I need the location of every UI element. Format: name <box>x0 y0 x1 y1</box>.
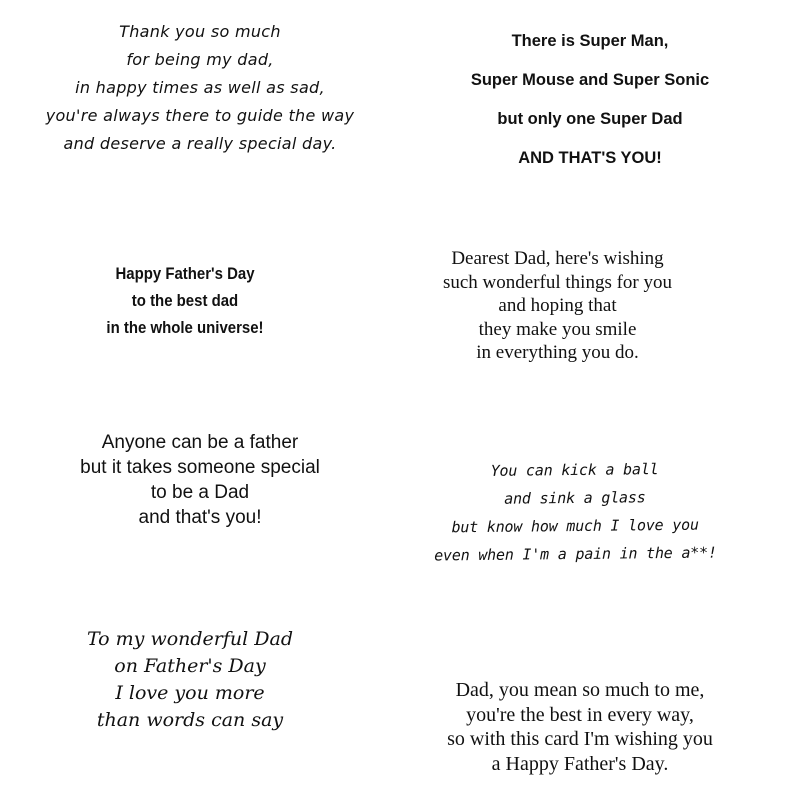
verse-line: Dearest Dad, here's wishing <box>451 248 664 269</box>
verse-line: so with this card I'm wishing you <box>447 728 713 750</box>
verse-line: but only one Super Dad <box>497 110 683 128</box>
verse-line: Happy Father's Day <box>115 264 255 283</box>
verse-line: to the best dad <box>131 291 239 310</box>
verse-line: such wonderful things for you <box>442 271 673 293</box>
verse-super-dad <box>420 22 760 178</box>
verse-line: they make you smile <box>478 318 637 340</box>
verse-line: in everything you do. <box>476 342 639 363</box>
verse-line: To my wonderful Dad <box>86 628 293 650</box>
verse-kick-a-ball <box>379 454 770 570</box>
verse-line: for being my dad, <box>126 50 274 69</box>
verse-line: on Father's Day <box>114 655 266 677</box>
verse-mean-so-much <box>410 678 750 776</box>
verse-line: even when I'm a pain in the a**! <box>434 543 717 565</box>
verse-anyone-can-be-father <box>40 430 360 530</box>
verse-line: a Happy Father's Day. <box>491 752 669 775</box>
verse-line: AND THAT'S YOU! <box>518 149 662 167</box>
verse-thank-you <box>40 18 360 158</box>
verse-best-dad-universe <box>75 260 295 341</box>
verse-wonderful-dad <box>50 626 330 734</box>
verse-line: and deserve a really special day. <box>63 134 337 153</box>
verse-line: There is Super Man, <box>511 32 669 50</box>
verse-line: in the whole universe! <box>106 318 264 337</box>
verse-line: Anyone can be a father <box>101 432 299 453</box>
verse-line: Thank you so much <box>119 22 281 41</box>
verse-line: but it takes someone special <box>80 457 320 478</box>
verse-line: You can kick a ball <box>490 460 659 480</box>
verse-dearest-dad <box>400 247 715 365</box>
verse-line: Dad, you mean so much to me, <box>455 679 705 701</box>
verse-line: Super Mouse and Super Sonic <box>470 71 710 89</box>
verse-line: and that's you! <box>138 507 262 528</box>
verse-line: than words can say <box>96 709 284 731</box>
verse-line: in happy times as well as sad, <box>75 78 325 97</box>
verse-line: but know how much I love you <box>451 515 699 537</box>
verse-line: you're the best in every way, <box>466 703 694 726</box>
verse-line: and hoping that <box>498 295 617 316</box>
verse-line: you're always there to guide the way <box>45 106 355 125</box>
verse-line: to be a Dad <box>150 482 250 503</box>
verse-line: and sink a glass <box>504 488 646 508</box>
verse-line: I love you more <box>115 682 265 704</box>
